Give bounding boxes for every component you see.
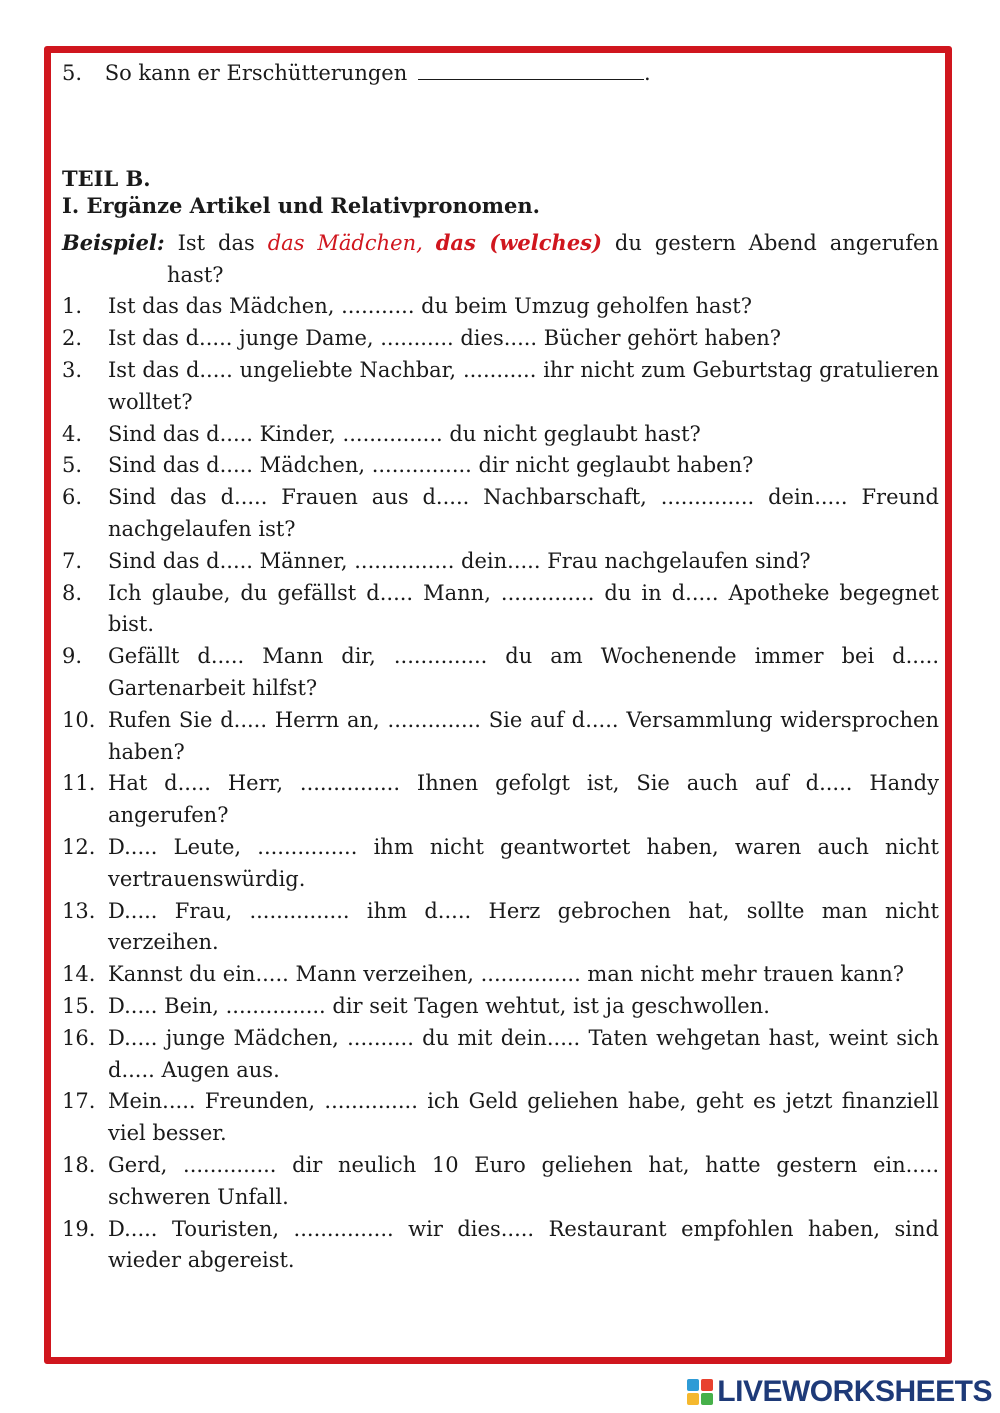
item-text: D..... Bein, ............... dir seit Tagen wehtut, ist ja geschwollen.	[108, 993, 770, 1018]
item-text: Sind das d..... Männer, ............... dein..... Frau nachgelaufen sind?	[108, 548, 811, 573]
exercise-item	[62, 1086, 939, 1150]
item-number: 4.	[62, 421, 83, 446]
item-text: D..... junge Mädchen, .......... du mit dein..... Taten wehgetan hast, weint sich d..... Augen aus.	[108, 1025, 939, 1082]
exercise-item	[62, 323, 939, 355]
item-text: Sind das d..... Frauen aus d..... Nachbarschaft, .............. dein..... Freund nachgelaufen ist?	[108, 485, 939, 541]
exercise-instruction: I. Ergänze Artikel und Relativpronomen.	[62, 192, 540, 218]
item-text: D..... Frau, ............... ihm d..... Herz gebrochen hat, sollte man nicht verzeihen.	[108, 898, 939, 955]
exercise-item	[62, 991, 939, 1023]
liveworksheets-logo-icon	[687, 1379, 713, 1405]
question-text: So kann er Erschütterungen	[104, 61, 408, 85]
item-number: 16.	[62, 1025, 96, 1050]
item-number: 7.	[62, 548, 83, 573]
exercise-item	[62, 419, 939, 451]
item-number: 11.	[62, 771, 96, 796]
exercise-item	[62, 482, 939, 546]
example-sentence	[62, 227, 939, 292]
item-text: Hat d..... Herr, ............... Ihnen gefolgt ist, Sie auch auf d..... Handy angerufen?	[108, 771, 939, 828]
exercise-item	[62, 291, 939, 323]
example-pronoun: das (welches)	[435, 229, 602, 255]
item-text: Ich glaube, du gefällst d..... Mann, .............. du in d..... Apotheke begegnet bist.	[108, 580, 939, 637]
exercise-item	[62, 578, 939, 642]
item-number: 3.	[62, 357, 83, 382]
section-title: TEIL B.	[62, 165, 151, 191]
example-label: Beispiel:	[62, 229, 165, 255]
exercise-list	[62, 291, 939, 1277]
item-number: 13.	[62, 898, 96, 923]
item-number: 8.	[62, 580, 83, 605]
item-text: Mein..... Freunden, .............. ich Geld geliehen habe, geht es jetzt finanziell viel besser.	[108, 1089, 939, 1146]
item-text: D..... Touristen, ............... wir dies..... Restaurant empfohlen haben, sind wieder abgereist.	[108, 1216, 939, 1273]
item-number: 9.	[62, 644, 83, 669]
worksheet-content	[62, 58, 939, 1277]
exercise-item	[62, 450, 939, 482]
exercise-item	[62, 355, 939, 419]
example-before: Ist das	[177, 230, 255, 255]
answer-blank[interactable]	[418, 59, 644, 80]
exercise-item	[62, 1214, 939, 1278]
example-article: das Mädchen,	[267, 230, 423, 255]
item-text: Gefällt d..... Mann dir, .............. du am Wochenende immer bei d..... Gartenarbeit hilfst?	[108, 644, 939, 700]
exercise-item	[62, 641, 939, 705]
item-text: Ist das d..... ungeliebte Nachbar, ........... ihr nicht zum Geburtstag gratulieren wolltet?	[108, 357, 939, 414]
exercise-item	[62, 705, 939, 769]
item-number: 12.	[62, 834, 96, 859]
item-text: Ist das das Mädchen, ........... du beim Umzug geholfen hast?	[108, 294, 752, 319]
item-number: 18.	[62, 1152, 96, 1177]
item-text: Sind das d..... Mädchen, ............... dir nicht geglaubt haben?	[108, 453, 754, 478]
item-text: Ist das d..... junge Dame, ........... dies..... Bücher gehört haben?	[108, 326, 782, 351]
item-number: 1.	[62, 294, 83, 319]
question-end: .	[643, 61, 651, 85]
exercise-item	[62, 546, 939, 578]
item-number: 2.	[62, 326, 83, 351]
logo-text: LIVEWORKSHEETS	[717, 1375, 992, 1408]
liveworksheets-logo	[687, 1375, 992, 1409]
exercise-item	[62, 1023, 939, 1087]
item-number: 17.	[62, 1089, 96, 1114]
item-number: 19.	[62, 1216, 96, 1241]
item-number: 14.	[62, 962, 96, 987]
item-text: D..... Leute, ............... ihm nicht geantwortet haben, waren auch nicht vertrauenswürdig.	[108, 834, 939, 891]
exercise-item	[62, 959, 939, 991]
item-text: Kannst du ein..... Mann verzeihen, ............... man nicht mehr trauen kann?	[108, 962, 904, 987]
exercise-item	[62, 768, 939, 832]
item-text: Rufen Sie d..... Herrn an, .............. Sie auf d..... Versammlung widersprochen haben?	[108, 707, 939, 764]
item-text: Sind das d..... Kinder, ............... du nicht geglaubt hast?	[108, 421, 701, 446]
previous-question-5	[62, 58, 939, 90]
item-number: 15.	[62, 993, 96, 1018]
exercise-item	[62, 1150, 939, 1214]
exercise-item	[62, 896, 939, 960]
exercise-item	[62, 832, 939, 896]
item-text: Gerd, .............. dir neulich 10 Euro geliehen hat, hatte gestern ein..... schweren Unfall.	[108, 1152, 939, 1209]
item-number: 6.	[62, 485, 83, 510]
example-after: du gestern Abend angerufen hast?	[167, 230, 939, 287]
item-number: 5.	[62, 453, 83, 478]
question-number: 5.	[62, 61, 83, 85]
item-number: 10.	[62, 707, 96, 732]
